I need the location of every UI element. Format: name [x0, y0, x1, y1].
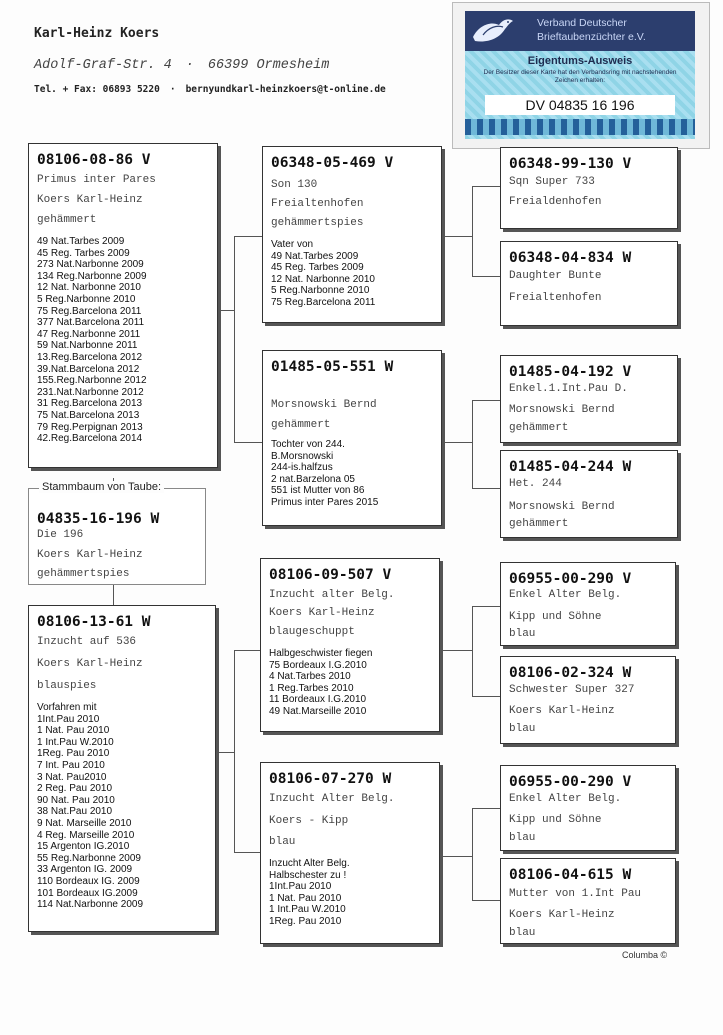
results-list	[269, 648, 372, 718]
connector	[234, 236, 235, 442]
breeder: Freialtenhofen	[509, 292, 602, 304]
city: 66399 Ormesheim	[207, 58, 330, 73]
result-item: 33 Argenton IG. 2009	[37, 864, 133, 876]
color: gehämmert	[509, 518, 569, 530]
connector	[234, 650, 235, 852]
street: Adolf-Graf-Str. 4	[34, 58, 172, 73]
pigeon-name: Inzucht Alter Belg.	[269, 793, 395, 805]
result-item: 1 Nat. Pau 2010	[269, 892, 342, 904]
result-item: 79 Reg.Perpignan 2013	[37, 421, 143, 433]
father-sire-box	[262, 146, 442, 323]
breeder: Koers Karl-Heinz	[509, 705, 615, 717]
ring-number: 08106-09-507 V	[269, 567, 392, 583]
result-item: 3 Nat. Pau2010	[37, 771, 107, 783]
subject-box	[28, 481, 206, 585]
father-dam-box	[262, 350, 442, 526]
connector	[234, 442, 262, 443]
pigeon-name: Inzucht alter Belg.	[269, 589, 395, 601]
result-item: 90 Nat. Pau 2010	[37, 794, 115, 806]
result-item: Inzucht Alter Belg.	[269, 858, 350, 869]
pigeon-name: Sqn Super 733	[509, 176, 595, 188]
separator: ·	[169, 84, 176, 95]
breeder: Koers Karl-Heinz	[269, 607, 375, 619]
ring-number: 06348-99-130 V	[509, 156, 632, 172]
connector	[472, 186, 500, 187]
result-item: 31 Reg.Barcelona 2013	[37, 398, 143, 410]
breeder: Freialdenhofen	[509, 196, 602, 208]
ring-number: 06955-00-290 V	[509, 774, 632, 790]
result-item: 12 Nat. Narbonne 2010	[37, 282, 141, 294]
result-item: 231.Nat.Narbonne 2012	[37, 386, 144, 398]
breeder: Koers - Kipp	[269, 815, 349, 827]
card-header	[465, 11, 695, 51]
fff-box	[500, 147, 678, 229]
connector	[438, 650, 472, 651]
org-name-line1: Verband Deutscher	[537, 17, 627, 29]
mmf-box	[500, 765, 676, 851]
breeder: Morsnowski Bernd	[509, 404, 615, 416]
pigeon-name: Son 130	[271, 179, 318, 191]
card-band	[465, 119, 695, 135]
ring-number: 06348-04-834 W	[509, 250, 632, 266]
pigeon-name: Schwester Super 327	[509, 684, 635, 696]
card-subtitle: Der Besitzer dieser Karte hat den Verbandsring mit nachstehenden Zeichen erhalten:	[483, 69, 677, 84]
fmm-box	[500, 450, 678, 538]
connector	[438, 856, 472, 857]
connector	[234, 852, 262, 853]
result-item: 45 Reg. Tarbes 2009	[37, 247, 130, 259]
result-item: 15 Argenton IG.2010	[37, 841, 130, 853]
connector	[440, 236, 472, 237]
connector	[440, 442, 472, 443]
connector	[234, 650, 262, 651]
pigeon-name: Daughter Bunte	[509, 270, 602, 282]
results-list	[37, 236, 147, 445]
result-item: Primus inter Pares 2015	[271, 496, 379, 508]
result-item: 1Int.Pau 2010	[269, 881, 332, 893]
result-item: 47 Reg.Narbonne 2011	[37, 328, 141, 340]
ring-number: 01485-04-244 W	[509, 459, 632, 475]
result-item: 49 Nat.Tarbes 2009	[271, 250, 359, 262]
result-item: 75 Reg.Barcelona 2011	[271, 296, 376, 308]
connector	[472, 186, 473, 276]
connector	[472, 808, 473, 900]
pigeon-name: Enkel Alter Belg.	[509, 793, 622, 805]
result-item: 4 Nat.Tarbes 2010	[269, 671, 351, 683]
breeder: Koers Karl-Heinz	[37, 549, 143, 561]
pigeon-icon	[469, 15, 515, 47]
pigeon-name: Het. 244	[509, 478, 562, 490]
fmf-box	[500, 355, 678, 443]
color: gehämmert	[37, 214, 97, 226]
pigeon-name: Enkel Alter Belg.	[509, 589, 622, 601]
breeder: Kipp und Söhne	[509, 814, 602, 826]
pigeon-name: Morsnowski Bernd	[271, 399, 377, 411]
result-item: 2 nat.Barzelona 05	[271, 473, 355, 485]
connector	[472, 808, 500, 809]
result-item: 101 Bordeaux IG.2009	[37, 887, 138, 899]
result-item: 13.Reg.Barcelona 2012	[37, 351, 143, 363]
result-item: 4 Reg. Marseille 2010	[37, 829, 135, 841]
ring-number: 08106-08-86 V	[37, 152, 151, 168]
ring-number: 08106-13-61 W	[37, 614, 151, 630]
result-item: 55 Reg.Narbonne 2009	[37, 852, 141, 864]
ffm-box	[500, 241, 678, 326]
connector	[472, 400, 473, 488]
result-item: 12 Nat. Narbonne 2010	[271, 273, 375, 285]
ownership-card	[452, 2, 710, 149]
result-item: 5 Reg.Narbonne 2010	[271, 285, 370, 297]
result-item: 75 Nat.Barcelona 2013	[37, 409, 140, 421]
ring-number: 06955-00-290 V	[509, 571, 632, 587]
result-item: 11 Bordeaux I.G.2010	[269, 694, 367, 706]
color: gehämmertspies	[271, 217, 364, 229]
result-item: Halbschester zu !	[269, 869, 347, 881]
father-box	[28, 143, 218, 468]
card-body	[465, 51, 695, 139]
mmm-box	[500, 858, 676, 944]
phone: Tel. + Fax: 06893 5220	[34, 84, 160, 95]
result-item: 114 Nat.Narbonne 2009	[37, 899, 144, 911]
result-item: 38 Nat.Pau 2010	[37, 806, 113, 818]
result-item: 45 Reg. Tarbes 2009	[271, 262, 364, 274]
pigeon-name: Inzucht auf 536	[37, 636, 137, 648]
owner-contact	[34, 84, 396, 95]
results-list	[269, 858, 350, 928]
ring-number: 06348-05-469 V	[271, 155, 394, 171]
breeder: Koers Karl-Heinz	[37, 658, 143, 670]
ring-number: 08106-04-615 W	[509, 867, 632, 883]
pigeon-name: Mutter von 1.Int Pau	[509, 888, 642, 900]
org-name-line2: Brieftaubenzüchter e.V.	[537, 31, 646, 43]
result-item: 75 Bordeaux I.G.2010	[269, 659, 367, 671]
results-list	[271, 439, 378, 509]
connector	[472, 488, 500, 489]
color: gehämmert	[509, 422, 569, 434]
result-item: 39.Nat.Barcelona 2012	[37, 363, 140, 375]
color: blau	[509, 927, 536, 939]
ring-number: 08106-02-324 W	[509, 665, 632, 681]
result-item: Vater von	[271, 239, 314, 250]
email: bernyundkarl-heinzkoers@t-online.de	[185, 84, 386, 95]
result-item: 42.Reg.Barcelona 2014	[37, 433, 143, 445]
ring-number: 01485-05-551 W	[271, 359, 394, 375]
separator: ·	[185, 58, 194, 73]
owner-address	[34, 58, 343, 73]
ring-number: 04835-16-196 W	[37, 511, 160, 527]
result-item: 1Reg. Pau 2010	[37, 748, 110, 760]
result-item: B.Morsnowski	[271, 450, 334, 462]
connector	[216, 752, 234, 753]
breeder: Kipp und Söhne	[509, 611, 602, 623]
color: blau	[509, 723, 536, 735]
color: blau	[269, 836, 296, 848]
color: gehämmertspies	[37, 568, 130, 580]
mff-box	[500, 562, 676, 646]
connector	[218, 310, 234, 311]
result-item: 134 Reg.Narbonne 2009	[37, 270, 147, 282]
connector	[234, 236, 262, 237]
ring-number: DV 04835 16 196	[485, 95, 675, 115]
result-item: 1Reg. Pau 2010	[269, 915, 342, 927]
result-item: 59 Nat.Narbonne 2011	[37, 340, 138, 352]
mother-box	[28, 605, 216, 932]
result-item: 49 Nat.Tarbes 2009	[37, 236, 125, 247]
pigeon-name: Primus inter Pares	[37, 174, 156, 186]
result-item: 1Int.Pau 2010	[37, 713, 100, 725]
breeder: Koers Karl-Heinz	[509, 909, 615, 921]
color: blauspies	[37, 680, 97, 692]
connector	[472, 696, 500, 697]
result-item: 155.Reg.Narbonne 2012	[37, 375, 147, 387]
results-list	[37, 702, 143, 911]
pigeon-name: Enkel.1.Int.Pau D.	[509, 383, 628, 395]
color: gehämmert	[271, 419, 331, 431]
subject-legend: Stammbaum von Taube:	[39, 481, 164, 493]
mother-sire-box	[260, 558, 440, 732]
connector	[472, 276, 500, 277]
result-item: 273 Nat.Narbonne 2009	[37, 259, 144, 271]
result-item: 7 Int. Pau 2010	[37, 759, 105, 771]
result-item: 5 Reg.Narbonne 2010	[37, 293, 136, 305]
card-title: Eigentums-Ausweis	[527, 55, 633, 67]
color: blaugeschuppt	[269, 626, 355, 638]
result-item: 75 Reg.Barcelona 2011	[37, 305, 142, 317]
breeder: Freialtenhofen	[271, 198, 364, 210]
result-item: 1 Int.Pau W.2010	[269, 904, 346, 916]
result-item: Vorfahren mit	[37, 702, 97, 713]
result-item: 377 Nat.Barcelona 2011	[37, 317, 145, 329]
result-item: 110 Bordeaux IG. 2009	[37, 875, 140, 887]
result-item: 49 Nat.Marseille 2010	[269, 705, 367, 717]
connector	[113, 583, 114, 605]
owner-name: Karl-Heinz Koers	[34, 26, 160, 41]
result-item: Tochter von 244.	[271, 439, 345, 450]
result-item: 1 Reg.Tarbes 2010	[269, 682, 354, 694]
color: blau	[509, 628, 536, 640]
result-item: 1 Int.Pau W.2010	[37, 736, 114, 748]
result-item: 551 ist Mutter von 86	[271, 485, 365, 497]
mfm-box	[500, 656, 676, 744]
connector	[472, 606, 500, 607]
connector	[472, 400, 500, 401]
pigeon-name: Die 196	[37, 529, 84, 541]
result-item: 244-is.halfzus	[271, 462, 333, 474]
breeder: Morsnowski Bernd	[509, 501, 615, 513]
copyright: Columba ©	[622, 950, 668, 960]
result-item: 1 Nat. Pau 2010	[37, 725, 110, 737]
ring-number: 08106-07-270 W	[269, 771, 392, 787]
color: blau	[509, 832, 536, 844]
mother-dam-box	[260, 762, 440, 944]
breeder: Koers Karl-Heinz	[37, 194, 143, 206]
results-list	[271, 239, 375, 309]
connector	[472, 900, 500, 901]
result-item: 2 Reg. Pau 2010	[37, 783, 113, 795]
ring-number: 01485-04-192 V	[509, 364, 632, 380]
connector	[472, 606, 473, 696]
result-item: Halbgeschwister fiegen	[269, 648, 373, 659]
result-item: 9 Nat. Marseille 2010	[37, 817, 132, 829]
